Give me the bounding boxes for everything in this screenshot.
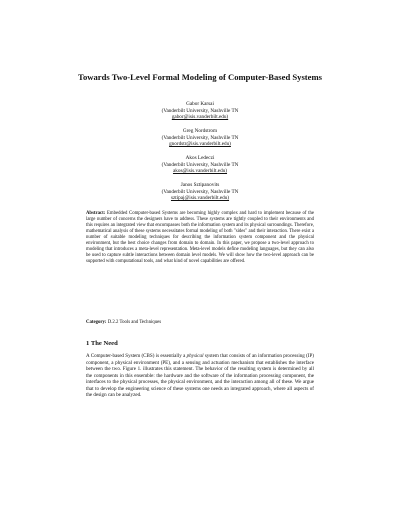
category-label: Category: xyxy=(86,320,107,325)
author-block-2 xyxy=(100,128,300,148)
author-block-3 xyxy=(100,155,300,175)
author-name: Janos Sztipanovits xyxy=(180,182,220,188)
author-affiliation: (Vanderbilt University, Nashville TN xyxy=(161,107,239,114)
author-email: gnordstr@isis.vanderbilt.edu) xyxy=(169,141,231,148)
author-name: Gabor Karsai xyxy=(186,101,214,107)
author-block-4 xyxy=(100,182,300,202)
section-body xyxy=(86,353,314,399)
author-affiliation: (Vanderbilt University, Nashville TN xyxy=(161,134,239,141)
author-email: sztipaj@isis.vanderbilt.edu) xyxy=(170,195,230,202)
author-affiliation: (Vanderbilt University, Nashville TN xyxy=(161,161,239,168)
category-text: D.2.2 Tools and Techniques xyxy=(107,320,162,325)
body-text-part1: A Computer-based System (CBS) is essentially a xyxy=(86,353,187,359)
abstract-text: Embedded Computer-based Systems are becoming highly complex and hard to implement because of the large number of concerns the designers have to address. These systems are tightly coupled to their environments and this requires an integrated view that encompasses both the information system and its physical surroundings. Therefore, mathematical analysis of these systems necessitates formal modeling of both "sides" and their interaction. There exist a number of suitable modeling techniques for describing the information system component and the physical environment, but the best choice changes from domain to domain. In this paper, we propose a two-level approach to modeling that introduces a meta-level representation. Meta-level models define modeling languages, but they can also be used to capture subtle interactions between domain level models. We will show how the two-level approach can be supported with computational tools, and what kind of novel capabilities are offered. xyxy=(86,211,315,265)
author-block-1 xyxy=(100,101,300,121)
category-line xyxy=(86,320,314,326)
body-emphasis: physical xyxy=(186,353,204,359)
body-text-part2: system that consists of an information processing (IP) component, a physical environment (PE), and a sensing and actuation mechanism that establishes the interface between the two. Figure 1. illustrates this statement. The behavior of the resulting system is determined by all the components in this ensemble: the hardware and the software of the information processing component, the interfaces to the physical processes, the physical environment, and the interaction among all of these. We argue that to develop the engineering science of these systems one needs an integrated approach, where all aspects of the design can be analyzed. xyxy=(86,353,314,399)
section-heading: 1 The Need xyxy=(86,340,118,347)
author-email: gabor@isis.vanderbilt.edu) xyxy=(171,114,229,121)
author-name: Greg Nordstrom xyxy=(182,128,218,134)
author-affiliation: (Vanderbilt University, Nashville TN xyxy=(161,188,239,195)
abstract-label: Abstract: xyxy=(86,211,106,216)
paper-title: Towards Two-Level Formal Modeling of Computer-Based Systems xyxy=(78,72,322,82)
author-email: akos@isis.vanderbilt.edu) xyxy=(172,168,228,175)
author-name: Akos Ledeczi xyxy=(185,155,215,161)
abstract xyxy=(86,211,314,265)
